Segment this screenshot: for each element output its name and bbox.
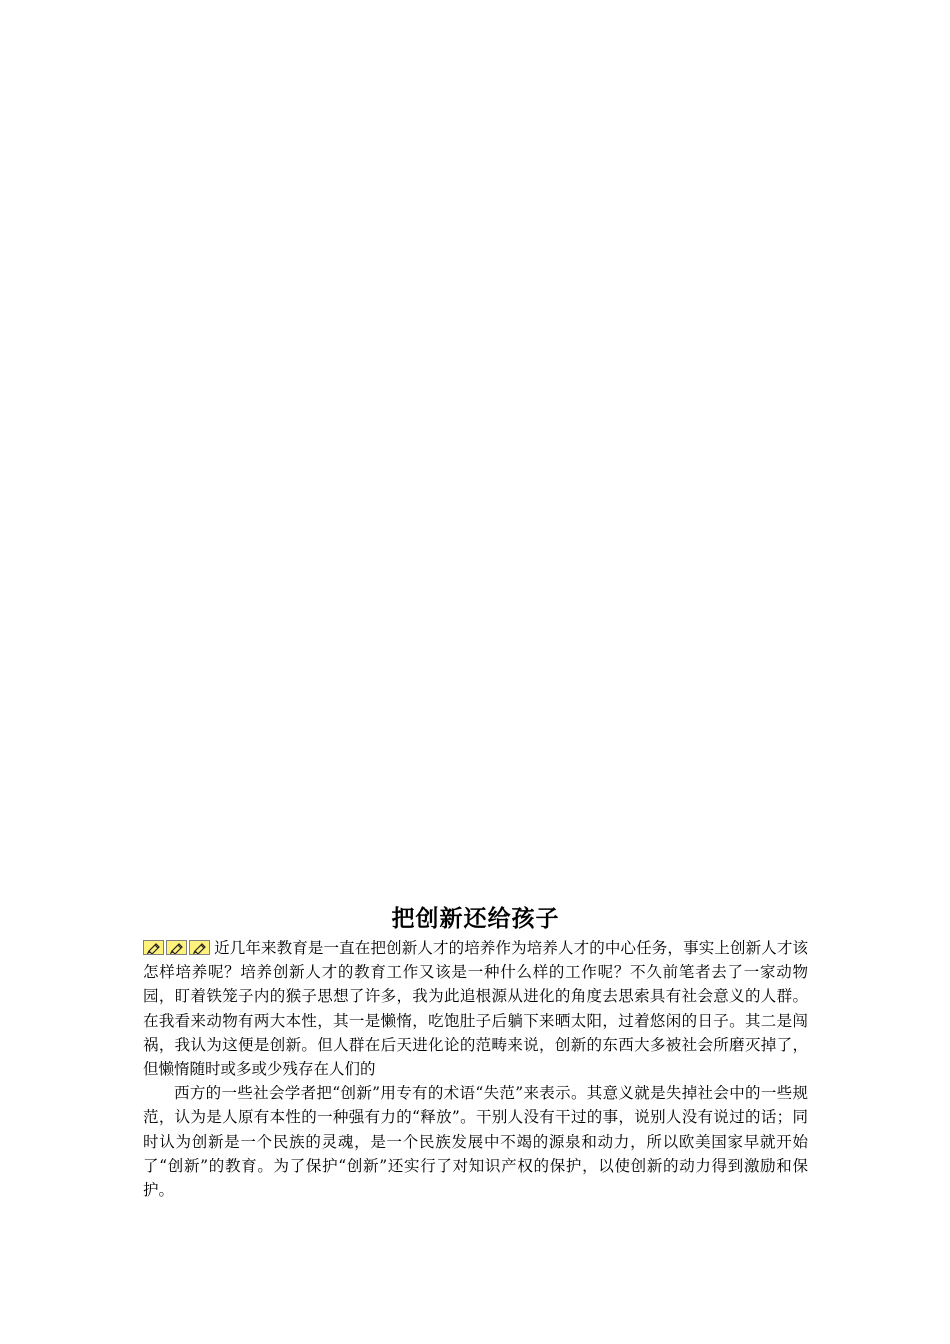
pencil-icon	[189, 940, 210, 955]
paragraph-2: 西方的一些社会学者把“创新”用专有的术语“失范”来表示。其意义就是失掉社会中的一些规范，认为是人原有本性的一种强有力的“释放”。干别人没有干过的事，说别人没有说过的话；同时认为创新是一个民族的灵魂，是一个民族发展中不竭的源泉和动力，所以欧美国家早就开始了“创新”的教育。为了保护“创新”还实行了对知识产权的保护，以使创新的动力得到激励和保护。	[143, 1084, 808, 1200]
pencil-icon	[166, 940, 187, 955]
article-title: 把创新还给孩子	[391, 906, 560, 932]
pencil-icon-strip	[143, 938, 212, 955]
article	[143, 902, 808, 1202]
paragraph-1-text: 近几年来教育是一直在把创新人才的培养作为培养人才的中心任务，事实上创新人才该怎样培养呢？培养创新人才的教育工作又该是一种什么样的工作呢？不久前笔者去了一家动物园，盯着铁笼子内的猴子思想了许多，我为此追根源从进化的角度去思索具有社会意义的人群。在我看来动物有两大本性，其一是懒惰，吃饱肚子后躺下来晒太阳，过着悠闲的日子。其二是闯祸，我认为这便是创新。但人群在后天进化论的范畴来说，创新的东西大多被社会所磨灭掉了，但懒惰随时或多或少残存在人们的	[143, 939, 808, 1079]
pencil-icon	[143, 940, 164, 955]
paragraph-1	[143, 936, 808, 1081]
